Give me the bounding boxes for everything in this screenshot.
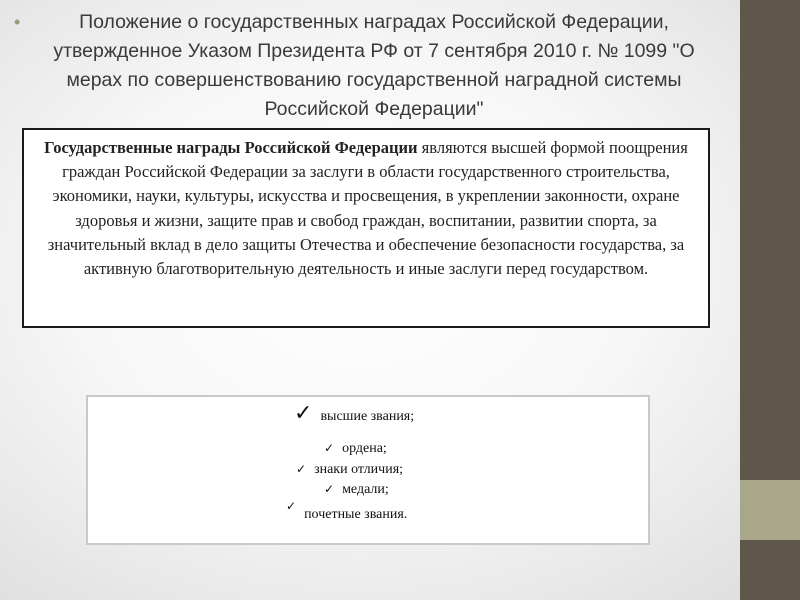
check-icon: ✓ bbox=[294, 401, 313, 426]
bullet-icon: • bbox=[14, 12, 21, 32]
definition-text: являются высшей формой поощрения граждан Российской Федерации за заслуги в области государственного строительства, экономики, науки, культуры, искусства и просвещения, в укреплении законности, охране здоровья и жизни, защите прав и свобод граждан, воспитании, развитии спорта, за значительный вклад в дело защиты Отечества и обеспечение безопасности государства, за активную благотворительную деятельность и иные заслуги перед государством. bbox=[47, 138, 688, 279]
award-item-label: высшие звания; bbox=[320, 409, 415, 424]
award-item-label: ордена; bbox=[342, 441, 387, 456]
definition-bold-lead: Государственные награды Российской Федерации bbox=[44, 138, 418, 157]
award-types-box bbox=[86, 395, 650, 545]
award-item-4 bbox=[324, 482, 389, 498]
award-item-5 bbox=[286, 499, 408, 523]
award-item-label: знаки отличия; bbox=[314, 462, 404, 477]
award-item-3 bbox=[296, 462, 403, 478]
award-item-label: почетные звания. bbox=[304, 507, 408, 522]
side-decor-accent bbox=[740, 480, 800, 540]
check-icon: ✓ bbox=[286, 499, 297, 513]
award-item-label: медали; bbox=[342, 482, 389, 497]
check-icon: ✓ bbox=[324, 482, 335, 496]
award-item-2 bbox=[324, 441, 387, 457]
slide-heading bbox=[14, 8, 714, 124]
definition-box bbox=[22, 128, 710, 328]
check-icon: ✓ bbox=[324, 441, 335, 455]
check-icon: ✓ bbox=[296, 462, 307, 476]
definition-paragraph bbox=[24, 130, 708, 281]
heading-text: Положение о государственных наградах Российской Федерации, утвержденное Указом Президента РФ от 7 сентября 2010 г. № 1099 "О мерах по совершенствованию государственной наградной системы Российской Федерации" bbox=[53, 11, 695, 120]
award-item-1 bbox=[294, 401, 414, 426]
